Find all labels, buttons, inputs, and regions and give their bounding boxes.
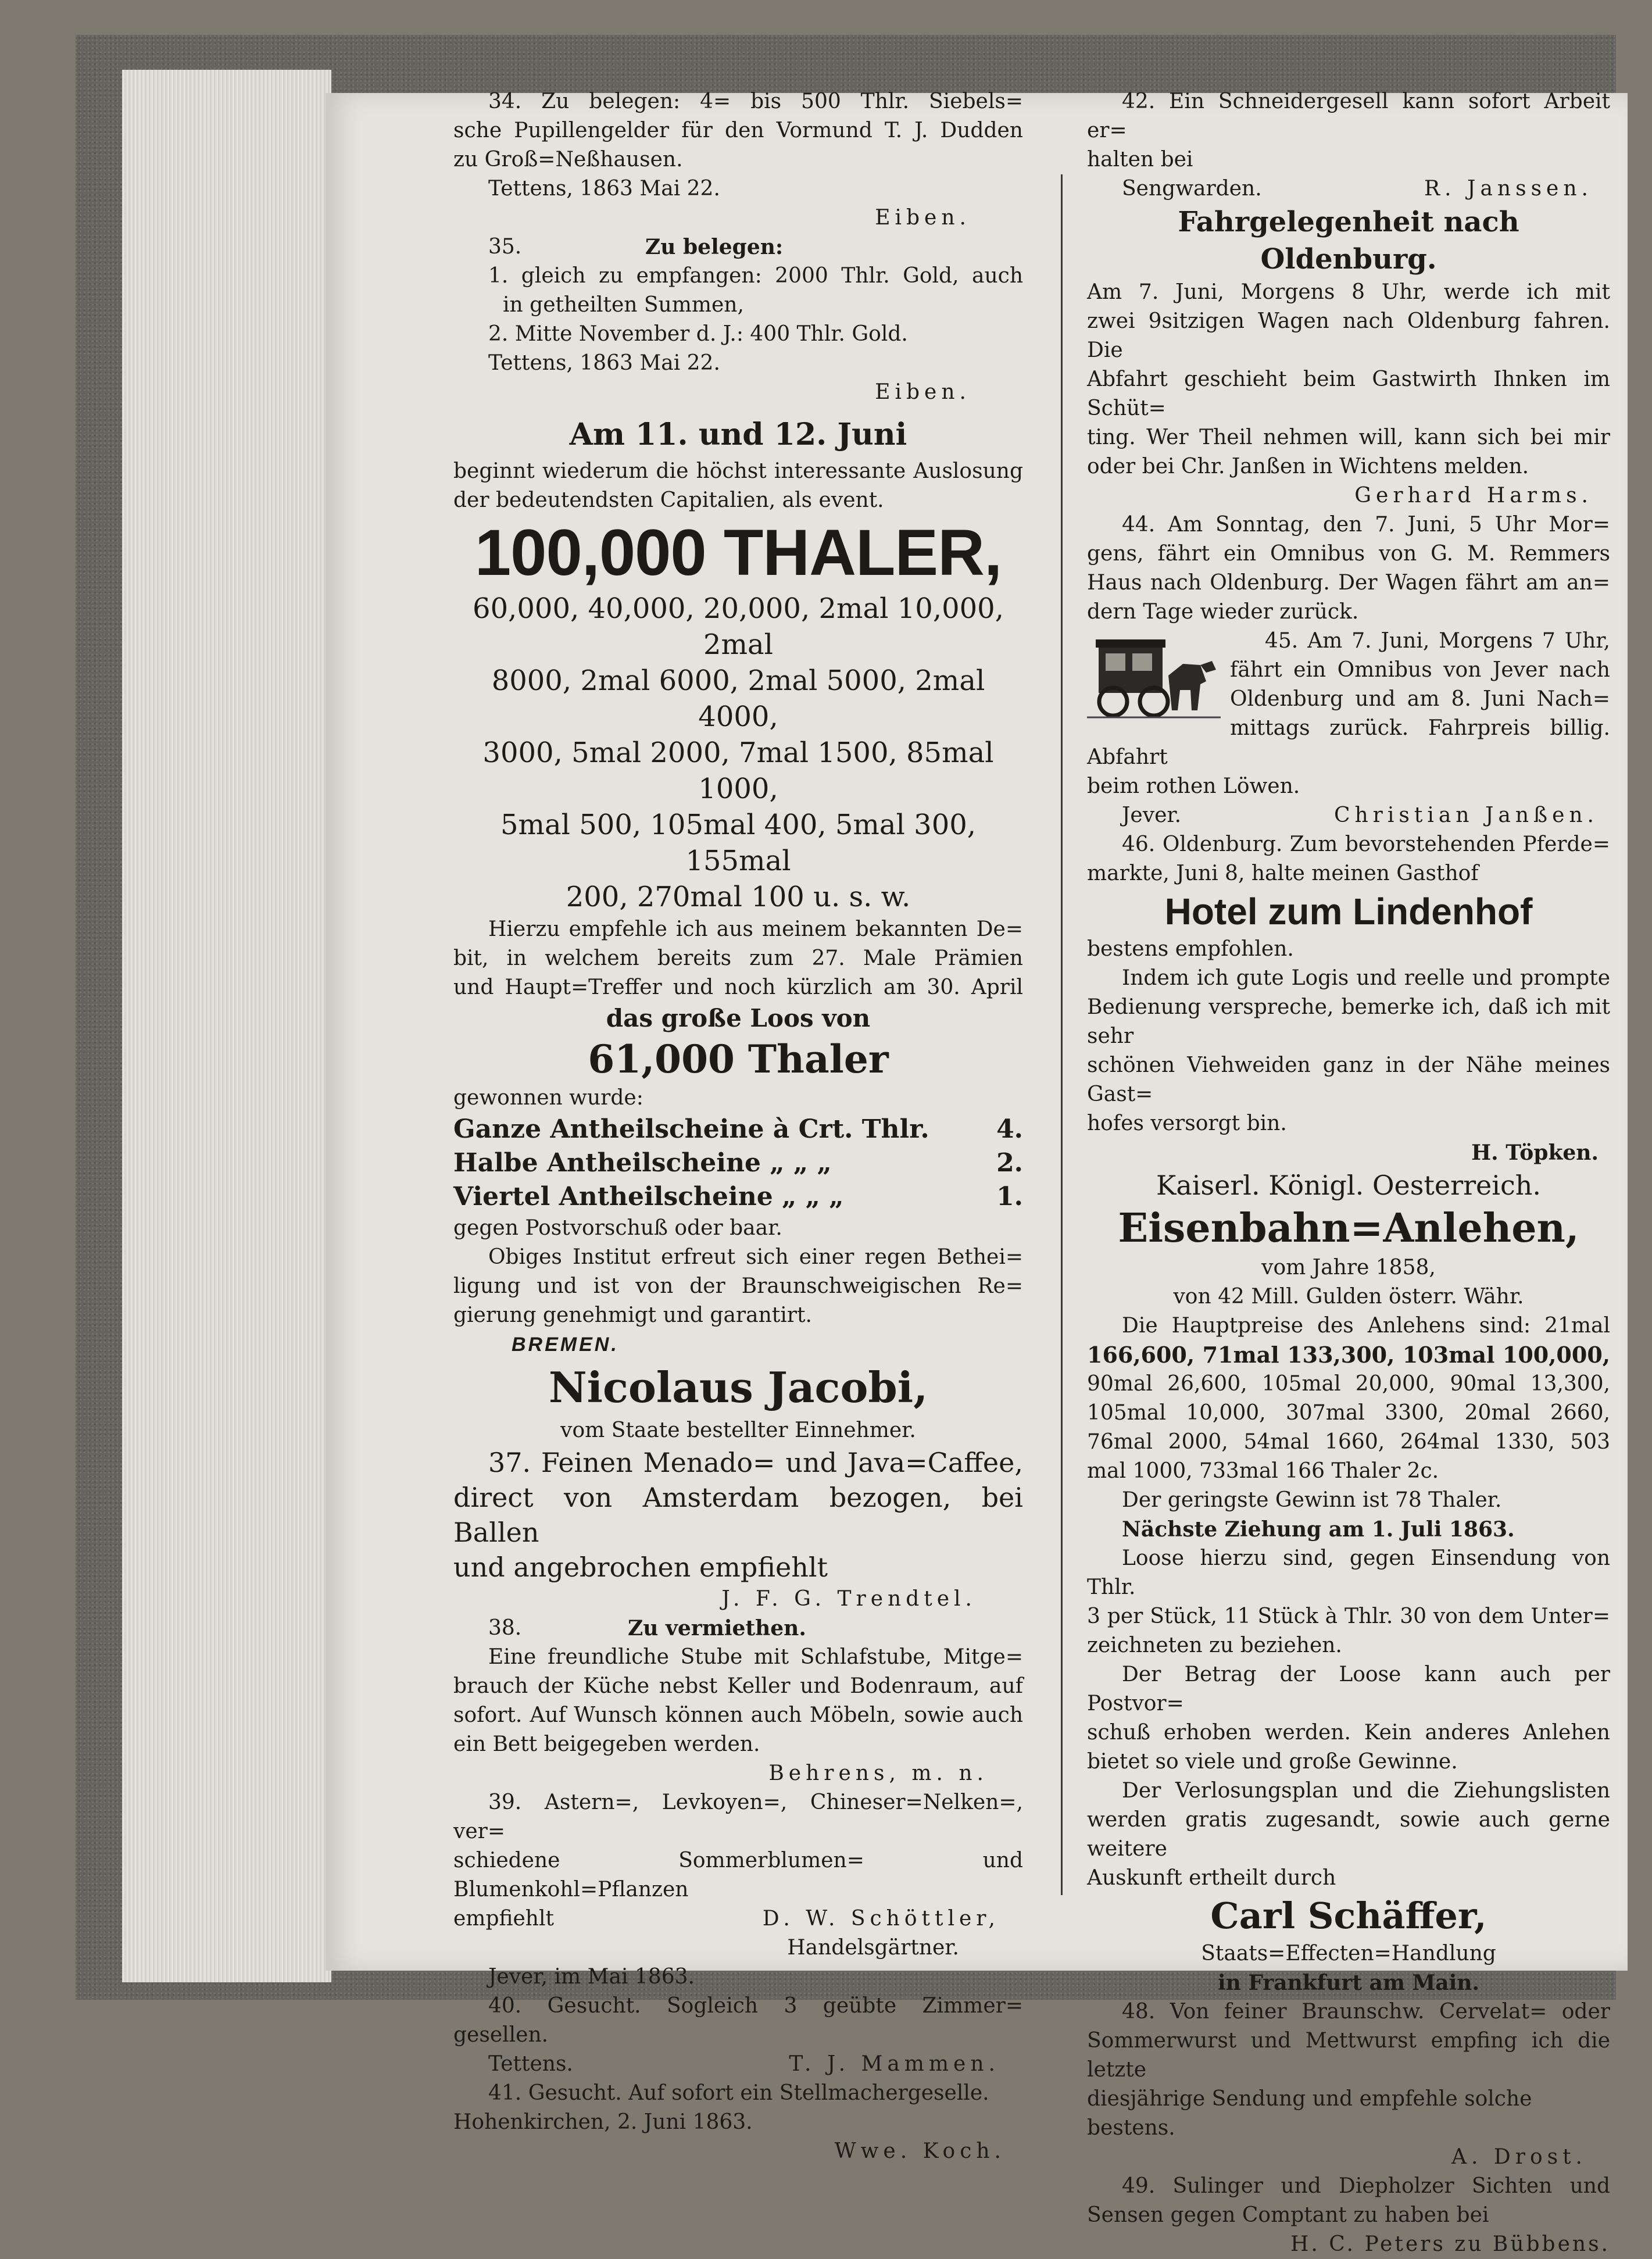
ad-40-line1: 40. Gesucht. Sogleich 3 geübte Zimmer=	[488, 1994, 1023, 2018]
ad-39-place: Jever, im Mai 1863.	[488, 1965, 695, 1989]
ad-37-line1: 37. Feinen Menado= und Java=Caffee,	[488, 1447, 1023, 1478]
ad-35-number: 35.	[488, 235, 522, 259]
lottery-text3: und Haupt=Treffer und noch kürzlich am 30. April	[453, 975, 1023, 999]
ad-46	[1087, 830, 1610, 1167]
ad-45-place: Jever.	[1122, 803, 1182, 827]
lottery-inst3: gierung genehmigt und garantirt.	[453, 1303, 812, 1327]
ad-44-line4: dern Tage wieder zurück.	[1087, 600, 1359, 624]
page-stack-edge	[122, 70, 331, 1982]
share-label: Ganze Antheilscheine à Crt. Thlr.	[453, 1114, 929, 1144]
lottery-city: BREMEN.	[512, 1334, 619, 1356]
ad-44-line1: 44. Am Sonntag, den 7. Juni, 5 Uhr Mor=	[1122, 513, 1610, 537]
ad-45-line2: fährt ein Omnibus von Jever nach	[1230, 658, 1610, 682]
ad-37-line3: und angebrochen empfiehlt	[453, 1552, 828, 1583]
ad-47-p1: Die Hauptpreise des Anlehens sind: 21mal	[1122, 1314, 1610, 1338]
ad-43-line5: oder bei Chr. Janßen in Wichtens melden.	[1087, 455, 1529, 478]
ad-47-l2: 3 per Stück, 11 Stück à Thlr. 30 von dem Unter=	[1087, 1604, 1610, 1628]
ad-47-b1: Der Betrag der Loose kann auch per Postvor=	[1087, 1663, 1610, 1715]
ad-46-line2: markte, Juni 8, halte meinen Gasthof	[1087, 862, 1479, 885]
ad-41-place: Hohenkirchen, 2. Juni 1863.	[453, 2110, 753, 2134]
lottery-won: gewonnen wurde:	[453, 1086, 643, 1110]
ad-47-v1: Der Verlosungsplan und die Ziehungslisten	[1122, 1779, 1610, 1803]
lottery-loos-line: das große Loos von	[606, 1004, 871, 1032]
ad-38-line3: sofort. Auf Wunsch können auch Möbeln, sowie auch	[453, 1703, 1023, 1727]
lottery-inst2: ligung und ist von der Braunschweigischen Re=	[453, 1274, 1023, 1298]
prize-line-5: 200, 270mal 100 u. s. w.	[566, 881, 911, 913]
ad-40-place: Tettens.	[488, 2052, 573, 2076]
lottery-inst1: Obiges Institut erfreut sich einer regen Bethei=	[488, 1245, 1023, 1269]
ad-47-pre: Kaiserl. Königl. Oesterreich.	[1156, 1170, 1541, 1201]
prize-line-2: 8000, 2mal 6000, 2mal 5000, 2mal 4000,	[491, 664, 985, 733]
ad-40	[453, 1992, 1023, 2079]
ad-38-number: 38.	[488, 1616, 522, 1640]
share-row	[453, 1113, 1023, 1146]
ad-37-line2: direct von Amsterdam bezogen, bei Ballen	[453, 1482, 1023, 1548]
ad-35-signature: Eiben.	[875, 380, 971, 404]
ad-34-place: Tettens, 1863 Mai 22.	[488, 177, 720, 201]
ad-47-p7: Der geringste Gewinn ist 78 Thaler.	[1122, 1488, 1502, 1512]
ad-43	[1087, 203, 1610, 510]
lottery-heading: Am 11. und 12. Juni	[569, 417, 907, 452]
ad-47-draw: Nächste Ziehung am 1. Juli 1863.	[1122, 1517, 1515, 1542]
ad-34	[453, 87, 1023, 233]
ad-35-item1b: in getheilten Summen,	[503, 293, 744, 317]
lottery-agent-title: vom Staate bestellter Einnehmer.	[560, 1418, 916, 1442]
share-value: 2.	[996, 1148, 1023, 1178]
prize-line-3: 3000, 5mal 2000, 7mal 1500, 85mal 1000,	[482, 737, 994, 805]
lottery-agent: Nicolaus Jacobi,	[548, 1363, 928, 1412]
column-divider	[1061, 174, 1063, 1895]
ad-45-line3: Oldenburg und am 8. Juni Nach=	[1230, 687, 1610, 711]
ad-35-item1: 1. gleich zu empfangen: 2000 Thlr. Gold, auch	[488, 264, 1023, 288]
ad-39-line1: 39. Astern=, Levkoyen=, Chineser=Nelken=, ver=	[453, 1790, 1023, 1843]
ad-48-signature: A. Drost.	[1451, 2145, 1587, 2169]
ad-47	[1087, 1167, 1610, 1997]
ad-48-line2: Sommerwurst und Mettwurst empfing ich die letzte	[1087, 2029, 1610, 2082]
ad-46-line7: hofes versorgt bin.	[1087, 1111, 1287, 1135]
ad-38-line2: brauch der Küche nebst Keller und Bodenraum, auf	[453, 1674, 1023, 1698]
ad-43-heading: Fahrgelegenheit nach Oldenburg.	[1178, 206, 1519, 276]
ad-44	[1087, 510, 1610, 627]
ad-47-v3: Auskunft ertheilt durch	[1087, 1866, 1336, 1890]
lottery-loos-amount: 61,000 Thaler	[588, 1036, 889, 1082]
share-row	[453, 1146, 1023, 1180]
ad-46-hotel: Hotel zum Lindenhof	[1164, 891, 1533, 932]
ad-41-signature: Wwe. Koch.	[834, 2139, 1006, 2163]
ad-46-line4: Indem ich gute Logis und reelle und prompte	[1122, 966, 1610, 990]
ad-47-l3: zeichneten zu beziehen.	[1087, 1634, 1342, 1657]
ad-40-line2: gesellen.	[453, 2023, 549, 2047]
ad-49-line2: Sensen gegen Comptant zu haben bei	[1087, 2203, 1489, 2227]
ad-45-line1: 45. Am 7. Juni, Morgens 7 Uhr,	[1265, 629, 1610, 653]
ad-47-firm-city: in Frankfurt am Main.	[1217, 1971, 1480, 1995]
ad-47-l1: Loose hierzu sind, gegen Einsendung von Thlr.	[1087, 1546, 1610, 1599]
ad-38-line4: ein Bett beigegeben werden.	[453, 1732, 760, 1756]
share-label: Viertel Antheilscheine „ „ „	[453, 1182, 844, 1211]
ad-44-line2: gens, fährt ein Omnibus von G. M. Remmers	[1087, 542, 1610, 566]
ad-47-firm-desc: Staats=Effecten=Handlung	[1201, 1942, 1496, 1965]
ad-35	[453, 233, 1023, 407]
share-label: Halbe Antheilscheine „ „ „	[453, 1148, 832, 1178]
ad-44-line3: Haus nach Oldenburg. Der Wagen fährt am an=	[1087, 571, 1610, 595]
ad-43-line4: ting. Wer Theil nehmen will, kann sich bei mir	[1087, 426, 1610, 449]
ad-42-line1: 42. Ein Schneidergesell kann sofort Arbeit er=	[1087, 90, 1610, 142]
ad-47-heading: Eisenbahn=Anlehen,	[1118, 1205, 1579, 1252]
ad-42	[1087, 87, 1610, 203]
ad-40-signature: T. J. Mammen.	[789, 2052, 1000, 2076]
lottery-payment: gegen Postvorschuß oder baar.	[453, 1216, 782, 1240]
ad-46-line3: bestens empfohlen.	[1087, 937, 1294, 961]
ad-47-sub2: von 42 Mill. Gulden österr. Währ.	[1173, 1285, 1524, 1309]
lottery-top-prize: 100,000 THALER,	[474, 516, 1002, 589]
share-value: 4.	[996, 1114, 1023, 1144]
ad-45-line4: mittags zurück. Fahrpreis billig. Abfahrt	[1087, 716, 1610, 769]
ad-45	[1087, 627, 1610, 830]
ad-49-line1: 49. Sulinger und Diepholzer Sichten und	[1122, 2174, 1610, 2198]
ad-49-signature: H. C. Peters zu Bübbens.	[1290, 2232, 1610, 2256]
lottery-intro1: beginnt wiederum die höchst interessante Auslosung	[453, 459, 1023, 483]
ad-35-item2: 2. Mitte November d. J.: 400 Thlr. Gold.	[488, 322, 908, 346]
ad-39-signature: D. W. Schöttler,	[762, 1907, 1000, 1931]
share-value: 1.	[996, 1182, 1023, 1211]
ad-42-place: Sengwarden.	[1122, 177, 1262, 201]
ad-39-title: Handelsgärtner.	[787, 1936, 959, 1960]
ad-43-line2: zwei 9sitzigen Wagen nach Oldenburg fahren. Die	[1087, 309, 1610, 362]
stagecoach-illustration	[1087, 629, 1221, 728]
prize-line-4: 5mal 500, 105mal 400, 5mal 300, 155mal	[500, 809, 977, 877]
ad-46-line6: schönen Viehweiden ganz in der Nähe meines Gast=	[1087, 1053, 1610, 1106]
lottery-text2: bit, in welchem bereits zum 27. Male Prämien	[453, 946, 1023, 970]
ad-47-p4: 105mal 10,000, 307mal 3300, 20mal 2660,	[1087, 1401, 1610, 1425]
ad-43-line3: Abfahrt geschieht beim Gastwirth Ihnken im Schüt=	[1087, 367, 1610, 420]
ad-39-line2: schiedene Sommerblumen= und Blumenkohl=Pflanzen	[453, 1849, 1023, 1901]
right-column	[1087, 87, 1610, 2259]
ad-48-line3: diesjährige Sendung und empfehle solche bestens.	[1087, 2087, 1532, 2140]
lottery-ad	[453, 413, 1023, 1445]
ad-38-line1: Eine freundliche Stube mit Schlafstube, Mitge=	[488, 1645, 1023, 1669]
ad-48-line1: 48. Von feiner Braunschw. Cervelat= oder	[1122, 2000, 1610, 2024]
ad-34-line3: zu Groß=Neßhausen.	[453, 148, 683, 171]
ad-49	[1087, 2172, 1610, 2259]
left-column	[453, 87, 1023, 2166]
ad-43-signature: Gerhard Harms.	[1354, 484, 1593, 507]
ad-38-signature: Behrens, m. n.	[768, 1761, 988, 1785]
ad-47-firm: Carl Schäffer,	[1210, 1895, 1487, 1937]
prize-line-1: 60,000, 40,000, 20,000, 2mal 10,000, 2mal	[473, 592, 1004, 661]
ad-47-p2: 166,600, 71mal 133,300, 103mal 100,000,	[1087, 1342, 1610, 1368]
ad-47-v2: werden gratis zugesandt, sowie auch gerne weitere	[1087, 1808, 1610, 1861]
ad-42-signature: R. Janssen.	[1424, 177, 1593, 201]
ad-39-line3-left: empfiehlt	[453, 1907, 554, 1931]
ad-35-heading: Zu belegen:	[645, 235, 784, 259]
ad-38-heading: Zu vermiethen.	[628, 1616, 806, 1640]
ad-47-b2: schuß erhoben werden. Kein anderes Anlehen	[1087, 1721, 1610, 1745]
ad-46-line5: Bedienung verspreche, bemerke ich, daß ich mit sehr	[1087, 995, 1610, 1048]
lottery-intro2: der bedeutendsten Capitalien, als event.	[453, 488, 884, 512]
ad-47-p5: 76mal 2000, 54mal 1660, 264mal 1330, 503	[1087, 1430, 1610, 1454]
ad-48	[1087, 1997, 1610, 2172]
ad-35-place: Tettens, 1863 Mai 22.	[488, 351, 720, 375]
lottery-text1: Hierzu empfehle ich aus meinem bekannten De=	[488, 917, 1023, 941]
ad-46-signature: H. Töpken.	[1471, 1141, 1599, 1165]
ad-47-p6: mal 1000, 733mal 166 Thaler 2c.	[1087, 1459, 1439, 1483]
ad-42-line2: halten bei	[1087, 148, 1193, 171]
ad-46-line1: 46. Oldenburg. Zum bevorstehenden Pferde=	[1122, 832, 1610, 856]
ad-41	[453, 2079, 1023, 2166]
ad-47-sub1: vom Jahre 1858,	[1261, 1256, 1436, 1279]
ad-41-line1: 41. Gesucht. Auf sofort ein Stellmachergeselle.	[488, 2081, 989, 2105]
ad-34-signature: Eiben.	[875, 206, 971, 230]
ad-34-line1: 34. Zu belegen: 4= bis 500 Thlr. Siebels=	[488, 90, 1023, 113]
ad-34-line2: sche Pupillengelder für den Vormund T. J. Dudden	[453, 119, 1023, 142]
ad-37-signature: J. F. G. Trendtel.	[721, 1587, 977, 1611]
ad-47-p3: 90mal 26,600, 105mal 20,000, 90mal 13,300,	[1087, 1372, 1610, 1396]
ad-38	[453, 1614, 1023, 1788]
ad-43-line1: Am 7. Juni, Morgens 8 Uhr, werde ich mit	[1087, 280, 1610, 304]
ad-47-b3: bietet so viele und große Gewinne.	[1087, 1750, 1458, 1774]
ad-37	[453, 1445, 1023, 1614]
ad-39	[453, 1788, 1023, 1992]
ad-45-signature: Christian Janßen.	[1333, 803, 1599, 827]
ad-45-line5: beim rothen Löwen.	[1087, 774, 1300, 798]
share-row	[453, 1180, 1023, 1214]
